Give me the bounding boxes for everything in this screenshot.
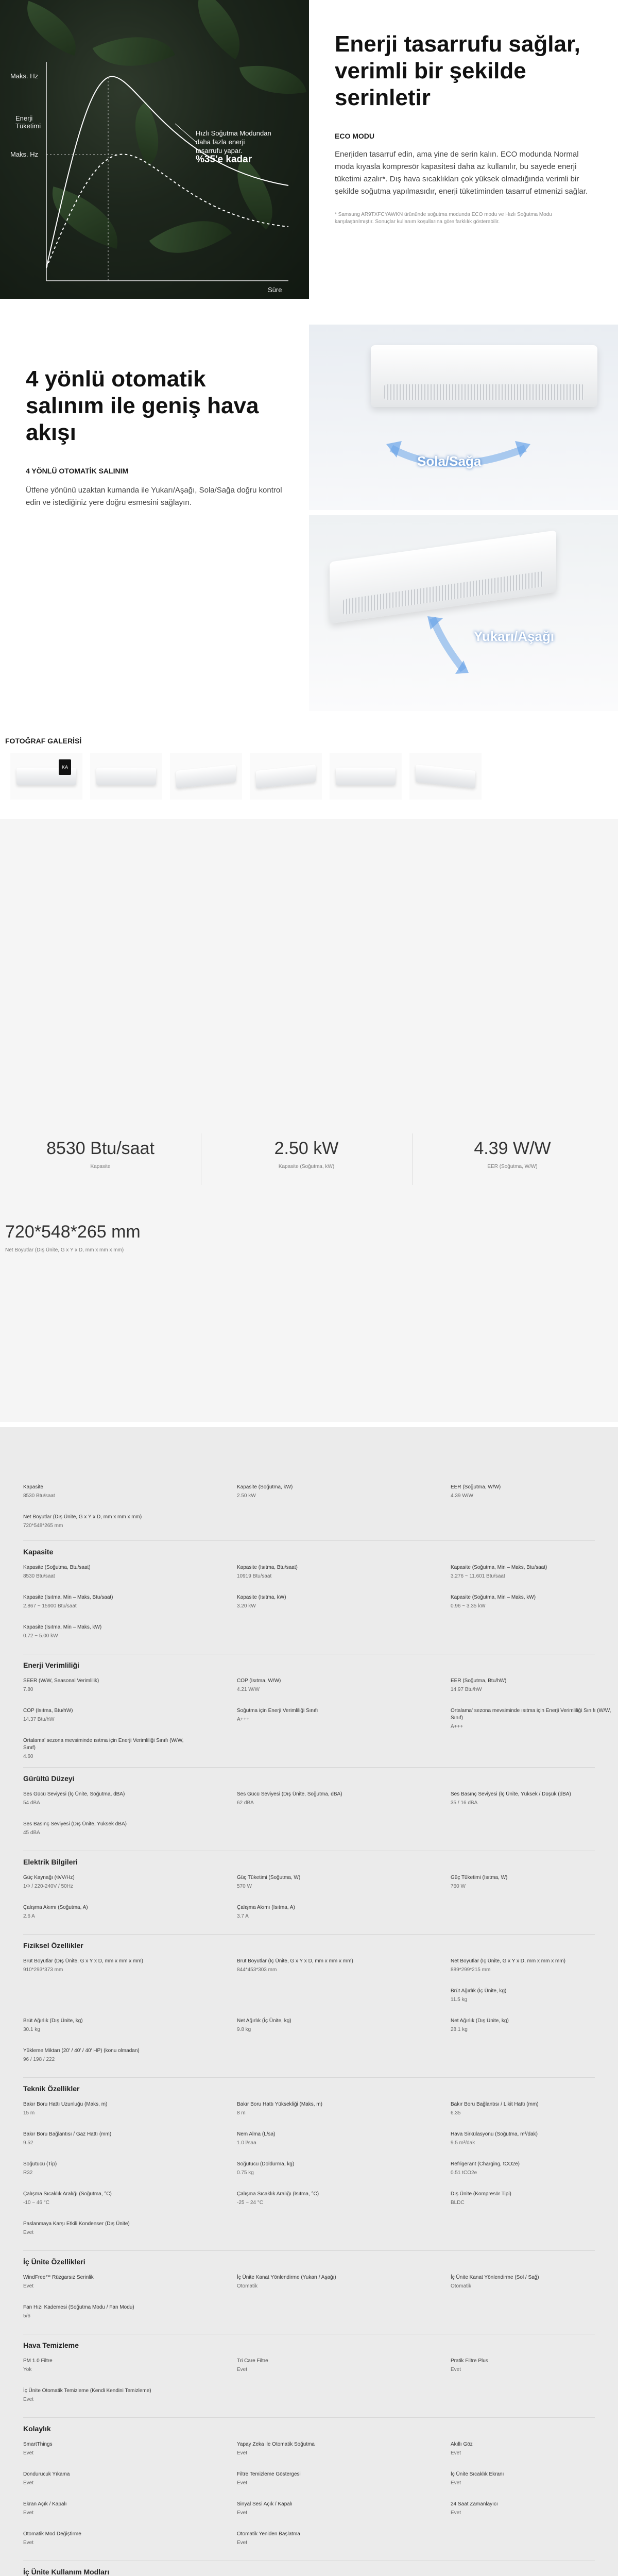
spec-cell (451, 1874, 615, 1889)
eco-footnote: * Samsung AR9TXFCYAWKN ürününde soğutma modunda ECO modu ve Hızlı Soğutma Modu karşılaştırılmıştır. Sonuçlar kullanım koşullarına göre farklılık gösterebilir. (335, 212, 552, 225)
summary-divider (412, 1133, 413, 1185)
graph-y-label-low: Maks. Hz (10, 150, 39, 158)
spec-key: Bakır Boru Bağlantısı / Likit Hattı (mm) (451, 2102, 539, 2107)
spec-cell (23, 2441, 188, 2456)
spec-value: 0.51 tCO2e (451, 2170, 477, 2176)
spec-value: 8 m (237, 2110, 246, 2116)
spec-cell (23, 2274, 188, 2289)
spec-group-heading: İç Ünite Kullanım Modları (23, 2568, 110, 2576)
spec-key: Ortalama' sezona mevsiminde ısıtma için Enerji Verimliliği Sınıfı (W/W, Sınıf) (23, 1738, 184, 1751)
spec-cell (23, 2387, 188, 2402)
spec-group-heading: Enerji Verimliliği (23, 1661, 79, 1669)
spec-cell (451, 2131, 615, 2146)
spec-value: Evet (237, 2367, 248, 2372)
spec-key: Hava Sirkülasyonu (Soğutma, m³/dak) (451, 2131, 538, 2137)
spec-cell (451, 2274, 615, 2289)
spec-group-title (23, 2341, 595, 2349)
summary-dimensions (5, 1222, 141, 1253)
summary-dimensions-label: Net Boyutlar (Dış Ünite, G x Y x D, mm x mm x mm) (5, 1247, 124, 1253)
spec-value: 14.97 Btu/hW (451, 1687, 482, 1692)
spec-key: Soğutucu (Tip) (23, 2161, 57, 2167)
spec-group-heading: Hava Temizleme (23, 2341, 79, 2349)
spec-cell (23, 2191, 188, 2206)
spec-key: Bakır Boru Hattı Yüksekliği (Maks, m) (237, 2102, 322, 2107)
spec-value: A+++ (237, 1717, 250, 1722)
airflow-text (26, 366, 283, 509)
spec-cell (23, 1707, 188, 1722)
spec-key: Çalışma Sıcaklık Aralığı (Isıtma, °C) (237, 2191, 319, 2197)
spec-value: Evet (237, 2480, 248, 2486)
spec-key: EER (Soğutma, Btu/hW) (451, 1678, 507, 1684)
spec-key: Ses Gücü Seviyesi (Dış Ünite, Soğutma, dBA) (237, 1791, 342, 1797)
gallery-thumb-5[interactable] (330, 753, 402, 800)
spec-value: -10 ~ 46 °C (23, 2200, 49, 2206)
spec-cell (23, 1594, 188, 1609)
spec-summary (0, 819, 618, 1422)
full-specifications (0, 1427, 618, 2576)
spec-key: Güç Tüketimi (Isıtma, W) (451, 1875, 508, 1880)
spec-group-title (23, 1774, 595, 1783)
spec-cell (451, 2501, 615, 2516)
spec-cell (237, 1904, 402, 1919)
photo-gallery (0, 737, 618, 809)
spec-group-divider (23, 2417, 595, 2418)
spec-group-title (23, 2084, 595, 2093)
spec-value: BLDC (451, 2200, 465, 2206)
energy-label-badge: KA (59, 759, 71, 775)
spec-key: Bakır Boru Hattı Uzunluğu (Maks, m) (23, 2102, 108, 2107)
airflow-left-right-image (309, 325, 618, 510)
spec-value: 3.20 kW (237, 1603, 256, 1609)
spec-cell (23, 1564, 188, 1579)
spec-key: Çalışma Akımı (Soğutma, A) (23, 1905, 88, 1910)
spec-value: 62 dBA (237, 1800, 254, 1806)
airflow-arrows (309, 325, 618, 510)
spec-key: Paslanmaya Karşı Etkili Kondenser (Dış Ünite) (23, 2221, 130, 2227)
spec-key: Ses Basınç Seviyesi (İç Ünite, Yüksek / Düşük (dBA) (451, 1791, 571, 1797)
spec-cell (23, 2304, 188, 2319)
spec-key: Brüt Ağırlık (İç Ünite, kg) (451, 1988, 507, 1994)
spec-value: 9.5 m³/dak (451, 2140, 475, 2146)
gallery-thumb-3[interactable] (170, 753, 242, 800)
spec-key: Net Ağırlık (İç Ünite, kg) (237, 2018, 291, 2024)
spec-key: COP (Isıtma, W/W) (237, 1678, 281, 1684)
spec-group-divider (23, 1934, 595, 1935)
spec-key: Ses Gücü Seviyesi (İç Ünite, Soğutma, dBA) (23, 1791, 125, 1797)
spec-cell (451, 2101, 615, 2116)
spec-key: Çalışma Sıcaklık Aralığı (Soğutma, °C) (23, 2191, 112, 2197)
spec-cell (237, 1677, 402, 1692)
spec-value: 0.75 kg (237, 2170, 254, 2176)
spec-cell (23, 1821, 188, 1836)
spec-value: Evet (237, 2540, 248, 2546)
spec-value: 35 / 16 dBA (451, 1800, 478, 1806)
spec-key: Kapasite (Isıtma, Btu/saat) (237, 1565, 298, 1570)
spec-cell (451, 1988, 615, 2003)
spec-cell (23, 1791, 188, 1806)
spec-value: 8530 Btu/saat (23, 1493, 55, 1499)
spec-value: Evet (23, 2540, 34, 2546)
spec-cell (451, 2358, 615, 2372)
summary-capacity (8, 1139, 193, 1170)
spec-value: 2.867 ~ 15900 Btu/saat (23, 1603, 77, 1609)
spec-key: Kapasite (Isıtma, kW) (237, 1595, 286, 1600)
spec-group-heading: Kolaylık (23, 2425, 51, 2433)
spec-key: PM 1.0 Filtre (23, 2358, 53, 2364)
spec-key: İç Ünite Kanat Yönlendirme (Sol / Sağ) (451, 2275, 539, 2280)
spec-value: 0.72 ~ 5.00 kW (23, 1633, 58, 1639)
spec-cell (237, 2358, 402, 2372)
spec-value: 5/6 (23, 2313, 30, 2319)
spec-group-divider (23, 1767, 595, 1768)
spec-cell (23, 2531, 188, 2546)
summary-dimensions-value: 720*548*265 mm (5, 1222, 141, 1242)
airflow-title: 4 yönlü otomatik salınım ile geniş hava akışı (26, 366, 259, 445)
spec-cell (237, 2161, 402, 2176)
spec-cell (451, 1791, 615, 1806)
spec-key: Ortalama' sezona mevsiminde ısıtma için Enerji Verimliliği Sınıfı (W/W, Sınıf) (451, 1708, 611, 1721)
spec-cell (451, 1594, 615, 1609)
eco-subtitle: ECO MODU (335, 132, 374, 140)
spec-key: Otomatik Mod Değiştirme (23, 2531, 81, 2537)
spec-group-title (23, 1548, 595, 1556)
spec-value: 6.35 (451, 2110, 461, 2116)
spec-value: 3.7 A (237, 1913, 249, 1919)
gallery-thumb-2[interactable] (90, 753, 162, 800)
gallery-thumb-4[interactable] (250, 753, 322, 800)
spec-key: Otomatik Yeniden Başlatma (237, 2531, 300, 2537)
graph-note (196, 129, 273, 164)
spec-cell (451, 2018, 615, 2032)
spec-value: 570 W (237, 1884, 252, 1889)
spec-cell (237, 2501, 402, 2516)
spec-key: Filtre Temizleme Göstergesi (237, 2471, 301, 2477)
spec-key: Yapay Zeka ile Otomatik Soğutma (237, 2442, 315, 2447)
spec-cell (237, 1594, 402, 1609)
spec-value: 1Φ / 220-240V / 50Hz (23, 1884, 73, 1889)
spec-group-heading: Fiziksel Özellikler (23, 1941, 83, 1950)
spec-value: 8530 Btu/saat (23, 1573, 55, 1579)
spec-key: Çalışma Akımı (Isıtma, A) (237, 1905, 295, 1910)
spec-key: WindFree™ Rüzgarsız Serinlik (23, 2275, 94, 2280)
spec-value: Evet (237, 2510, 248, 2516)
spec-value: 9.52 (23, 2140, 33, 2146)
spec-top-cell (451, 1484, 615, 1499)
summary-eer (420, 1139, 605, 1170)
spec-value: 2.6 A (23, 1913, 35, 1919)
spec-key: Dış Ünite (Kompresör Tipi) (451, 2191, 511, 2197)
graph-x-label: Süre (268, 286, 282, 294)
spec-value: 30.1 kg (23, 2027, 40, 2032)
spec-value: Evet (451, 2510, 461, 2516)
spec-cell (23, 2471, 188, 2486)
spec-cell (23, 2161, 188, 2176)
eco-title: Enerji tasarrufu sağlar, verimli bir şekilde serinletir (335, 31, 580, 110)
spec-value: Evet (23, 2450, 34, 2456)
spec-key: Sinyal Sesi Açık / Kapalı (237, 2501, 293, 2507)
spec-cell (23, 2131, 188, 2146)
spec-key: Brüt Ağırlık (Dış Ünite, kg) (23, 2018, 83, 2024)
spec-group-heading: İç Ünite Özellikleri (23, 2258, 85, 2266)
spec-value: 14.37 Btu/hW (23, 1717, 55, 1722)
spec-key: Kapasite (Soğutma, Min – Maks, kW) (451, 1595, 536, 1600)
spec-group-title (23, 1858, 595, 1866)
spec-value: 4.39 W/W (451, 1493, 473, 1499)
spec-cell (237, 1707, 402, 1722)
spec-cell (23, 2358, 188, 2372)
spec-value: 910*293*373 mm (23, 1967, 63, 1973)
spec-value: 45 dBA (23, 1830, 40, 1836)
spec-cell (451, 2471, 615, 2486)
airflow-body: Ütfene yönünü uzaktan kumanda ile Yukarı/Aşağı, Sola/Sağa doğru kontrol edin ve istediğiniz yere doğru esmesini sağlayın. (26, 486, 282, 507)
spec-value: -25 ~ 24 °C (237, 2200, 263, 2206)
spec-cell (237, 2101, 402, 2116)
gallery-thumb-1[interactable] (10, 753, 82, 800)
spec-cell (451, 2161, 615, 2176)
spec-key: EER (Soğutma, W/W) (451, 1484, 501, 1490)
spec-key: Soğutma için Enerji Verimliliği Sınıfı (237, 1708, 318, 1714)
spec-key: SmartThings (23, 2442, 53, 2447)
spec-value: Evet (23, 2510, 34, 2516)
spec-key: COP (Isıtma, Btu/hW) (23, 1708, 73, 1714)
summary-cooling-kw-value: 2.50 kW (274, 1139, 339, 1158)
spec-key: Bakır Boru Bağlantısı / Gaz Hattı (mm) (23, 2131, 112, 2137)
spec-cell (451, 1564, 615, 1579)
graph-note-percent: %35'e kadar (196, 154, 252, 165)
spec-value: 889*299*215 mm (451, 1967, 491, 1973)
spec-key: Kapasite (Isıtma, Min – Maks, kW) (23, 1624, 102, 1630)
summary-cooling-kw-label: Kapasite (Soğutma, kW) (278, 1164, 335, 1170)
spec-key: Ses Basınç Seviyesi (Dış Ünite, Yüksek dBA) (23, 1821, 127, 1827)
spec-cell (237, 2531, 402, 2546)
spec-cell (23, 2221, 188, 2235)
spec-group-title (23, 1661, 595, 1669)
spec-cell (237, 1791, 402, 1806)
spec-key: 24 Saat Zamanlayıcı (451, 2501, 498, 2507)
spec-group-divider (23, 1540, 595, 1541)
spec-group-title (23, 2425, 595, 2433)
spec-value: Evet (23, 2397, 34, 2402)
spec-key: Fan Hızı Kademesi (Soğutma Modu / Fan Modu) (23, 2304, 134, 2310)
spec-value: Evet (23, 2480, 34, 2486)
spec-value: Otomatik (237, 2283, 258, 2289)
spec-group-heading: Elektrik Bilgileri (23, 1858, 78, 1866)
spec-cell (23, 1958, 188, 1973)
spec-value: 96 / 198 / 222 (23, 2057, 55, 2062)
spec-key: Brüt Boyutlar (İç Ünite, G x Y x D, mm x mm x mm) (237, 1958, 353, 1964)
spec-key: Kapasite (23, 1484, 43, 1490)
spec-value: R32 (23, 2170, 33, 2176)
spec-value: Otomatik (451, 2283, 472, 2289)
graph-note-text: Hızlı Soğutma Modundan daha fazla enerji tasarrufu yapar. (196, 129, 271, 155)
gallery-thumb-6[interactable] (409, 753, 482, 800)
spec-key: Net Ağırlık (Dış Ünite, kg) (451, 2018, 509, 2024)
spec-key: Tri Care Filtre (237, 2358, 268, 2364)
spec-key: Pratik Filtre Plus (451, 2358, 488, 2364)
spec-cell (23, 1677, 188, 1692)
spec-value: Evet (237, 2450, 248, 2456)
spec-value: 720*548*265 mm (23, 1523, 63, 1529)
spec-value: 4.60 (23, 1754, 33, 1759)
spec-value: 3.276 ~ 11.601 Btu/saat (451, 1573, 505, 1579)
spec-cell (237, 1958, 402, 1973)
spec-value: Evet (451, 2450, 461, 2456)
spec-value: Evet (23, 2230, 34, 2235)
spec-key: Kapasite (Isıtma, Min – Maks, Btu/saat) (23, 1595, 113, 1600)
summary-capacity-value: 8530 Btu/saat (46, 1139, 154, 1158)
spec-group-divider (23, 2250, 595, 2251)
spec-cell (451, 2191, 615, 2206)
spec-value: 1.0 l/saa (237, 2140, 256, 2146)
spec-group-heading: Gürültü Düzeyi (23, 1774, 75, 1783)
spec-top-cell (23, 1484, 188, 1499)
graph-y-label-energy: Enerji Tüketimi (15, 114, 41, 130)
spec-cell (237, 2191, 402, 2206)
spec-value: Yok (23, 2367, 32, 2372)
eco-mode-section (0, 0, 618, 319)
spec-key: Refrigerant (Charging, tCO2e) (451, 2161, 520, 2167)
spec-cell (237, 2274, 402, 2289)
spec-group-title (23, 2258, 595, 2266)
summary-eer-label: EER (Soğutma, W/W) (487, 1164, 538, 1170)
airflow-up-down-image (309, 515, 618, 711)
spec-cell (23, 2101, 188, 2116)
spec-cell (237, 2131, 402, 2146)
spec-value: 2.50 kW (237, 1493, 256, 1499)
spec-key: Kapasite (Soğutma, Min – Maks, Btu/saat) (451, 1565, 547, 1570)
eco-body: Enerjiden tasarruf edin, ama yine de serin kalın. ECO modunda Normal moda kıyasla kompresör kapasitesi daha az kullanılır, bu sayede enerji tüketimi azalır*. Dış hava sıcaklıkları çok yüksek olmadığında verimli bir şekilde soğutma yapılmasıdır, enerji tüketiminden tasarruf etmenizi sağlar. (335, 150, 588, 196)
spec-value: 9.8 kg (237, 2027, 251, 2032)
spec-value: 15 m (23, 2110, 35, 2116)
spec-group-title (23, 1941, 595, 1950)
spec-key: Net Boyutlar (Dış Ünite, G x Y x D, mm x mm x mm) (23, 1514, 142, 1520)
airflow-left-right-label: Sola/Sağa (417, 453, 482, 469)
spec-group-divider (23, 2077, 595, 2078)
spec-key: Güç Tüketimi (Soğutma, W) (237, 1875, 301, 1880)
spec-value: 54 dBA (23, 1800, 40, 1806)
spec-cell (23, 1874, 188, 1889)
spec-value: Evet (451, 2480, 461, 2486)
spec-key: Brüt Boyutlar (Dış Ünite, G x Y x D, mm x mm x mm) (23, 1958, 143, 1964)
spec-cell (23, 1624, 188, 1639)
spec-cell (451, 2441, 615, 2456)
spec-cell (237, 2018, 402, 2032)
spec-cell (237, 1564, 402, 1579)
airflow-section (0, 325, 618, 726)
spec-cell (451, 1958, 615, 1973)
spec-value: 28.1 kg (451, 2027, 468, 2032)
gallery-title: FOTOĞRAF GALERİSİ (5, 737, 82, 745)
summary-capacity-label: Kapasite (90, 1164, 111, 1170)
spec-top-cell (23, 1514, 188, 1529)
airflow-up-down-label: Yukarı/Aşağı (474, 629, 555, 644)
spec-value: A+++ (451, 1724, 464, 1730)
spec-key: SEER (W/W, Seasonal Verimlilik) (23, 1678, 99, 1684)
spec-key: Ekran Açık / Kapalı (23, 2501, 67, 2507)
spec-top-cell (237, 1484, 402, 1499)
summary-cooling-kw (214, 1139, 399, 1170)
eco-mode-text (335, 31, 592, 226)
spec-group-heading: Kapasite (23, 1548, 54, 1556)
spec-value: 4.21 W/W (237, 1687, 260, 1692)
spec-key: Akıllı Göz (451, 2442, 473, 2447)
spec-cell (451, 1707, 615, 1730)
spec-value: 7.80 (23, 1687, 33, 1692)
spec-key: Kapasite (Soğutma, kW) (237, 1484, 293, 1490)
spec-key: İç Ünite Otomatik Temizleme (Kendi Kendini Temizleme) (23, 2388, 151, 2394)
spec-value: 0.96 ~ 3.35 kW (451, 1603, 486, 1609)
spec-cell (23, 2018, 188, 2032)
spec-value: Evet (23, 2283, 34, 2289)
spec-cell (451, 1677, 615, 1692)
graph-y-label-high: Maks. Hz (10, 72, 39, 80)
spec-cell (23, 1737, 188, 1759)
spec-key: İç Ünite Kanat Yönlendirme (Yukarı / Aşağı) (237, 2275, 336, 2280)
spec-key: Dondurucuk Yıkama (23, 2471, 70, 2477)
summary-eer-value: 4.39 W/W (474, 1139, 551, 1158)
spec-value: Evet (451, 2367, 461, 2372)
airflow-subtitle: 4 YÖNLÜ OTOMATİK SALINIM (26, 467, 129, 475)
spec-value: 844*453*303 mm (237, 1967, 277, 1973)
spec-key: Kapasite (Soğutma, Btu/saat) (23, 1565, 91, 1570)
spec-group-title (23, 2568, 595, 2576)
spec-key: Yükleme Miktarı (20′ / 40′ / 40′ HP) (konu olmadan) (23, 2048, 140, 2054)
spec-key: Nem Alma (L/sa) (237, 2131, 276, 2137)
spec-cell (23, 2501, 188, 2516)
spec-group-heading: Teknik Özellikler (23, 2084, 80, 2093)
eco-mode-graph-image (0, 0, 309, 299)
spec-value: 10919 Btu/saat (237, 1573, 272, 1579)
spec-key: Güç Kaynağı (Φ/V/Hz) (23, 1875, 75, 1880)
spec-value: 11.5 kg (451, 1997, 468, 2003)
spec-cell (237, 2471, 402, 2486)
spec-cell (23, 1904, 188, 1919)
spec-key: Soğutucu (Doldurma, kg) (237, 2161, 295, 2167)
airflow-vertical-arrows (309, 515, 618, 711)
spec-cell (237, 1874, 402, 1889)
spec-cell (23, 2047, 188, 2062)
spec-cell (237, 2441, 402, 2456)
spec-key: İç Ünite Sıcaklık Ekranı (451, 2471, 504, 2477)
spec-key: Net Boyutlar (İç Ünite, G x Y x D, mm x mm x mm) (451, 1958, 565, 1964)
spec-value: 760 W (451, 1884, 466, 1889)
